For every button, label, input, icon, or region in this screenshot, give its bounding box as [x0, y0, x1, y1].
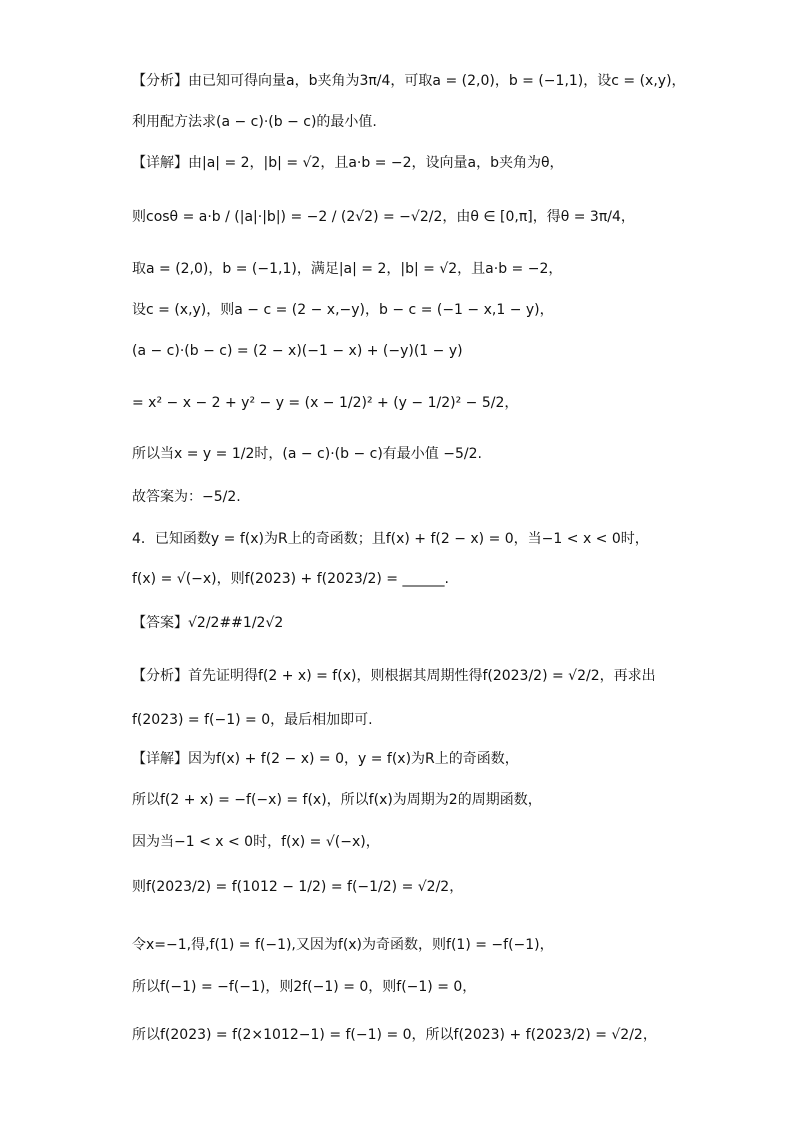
- analysis-line: 【分析】首先证明得f(2 + x) = f(x)，则根据其周期性得f(2023/2) = √2/2，再求出: [132, 668, 656, 684]
- answer-line: 【答案】√2/2##1/2√2: [132, 615, 284, 631]
- text-line: 【分析】由已知可得向量a，b夹角为3π/4，可取a = (2,0)，b = (−1,1)，设c = (x,y)，: [132, 73, 686, 89]
- text-line: = x² − x − 2 + y² − y = (x − 1/2)² + (y − 1/2)² − 5/2，: [132, 395, 519, 411]
- text-line: 【详解】由|a| = 2，|b| = √2，且a·b = −2，设向量a，b夹角为θ，: [132, 155, 564, 171]
- text-line: 所以f(2023) = f(2×1012−1) = f(−1) = 0，所以f(2023) + f(2023/2) = √2/2，: [132, 1027, 657, 1043]
- text-line: 则f(2023/2) = f(1012 − 1/2) = f(−1/2) = √2/2，: [132, 879, 464, 895]
- text-line: 故答案为：−5/2.: [132, 489, 241, 505]
- text-line: f(2023) = f(−1) = 0，最后相加即可.: [132, 712, 373, 728]
- text-line: f(x) = √(−x)，则f(2023) + f(2023/2) = ______.: [132, 571, 449, 587]
- question-4-line: 4．已知函数y = f(x)为R上的奇函数；且f(x) + f(2 − x) = 0，当−1 < x < 0时，: [132, 531, 649, 547]
- text-line: 利用配方法求(a − c)·(b − c)的最小值.: [132, 114, 377, 130]
- text-line: 取a = (2,0)，b = (−1,1)，满足|a| = 2，|b| = √2，且a·b = −2，: [132, 261, 563, 277]
- text-line: (a − c)·(b − c) = (2 − x)(−1 − x) + (−y)(1 − y): [132, 343, 463, 359]
- text-line: 令x=−1,得,f(1) = f(−1),又因为f(x)为奇函数，则f(1) = −f(−1)，: [132, 937, 554, 953]
- detail-line: 【详解】因为f(x) + f(2 − x) = 0，y = f(x)为R上的奇函数，: [132, 751, 519, 767]
- text-line: 所以f(−1) = −f(−1)，则2f(−1) = 0，则f(−1) = 0，: [132, 979, 477, 995]
- text-line: 所以f(2 + x) = −f(−x) = f(x)，所以f(x)为周期为2的周期函数，: [132, 792, 542, 808]
- text-line: 设c = (x,y)，则a − c = (2 − x,−y)，b − c = (−1 − x,1 − y)，: [132, 302, 554, 318]
- text-line: 所以当x = y = 1/2时，(a − c)·(b − c)有最小值 −5/2.: [132, 446, 482, 462]
- text-line: 则cosθ = a·b / (|a|·|b|) = −2 / (2√2) = −√2/2，由θ ∈ [0,π]，得θ = 3π/4，: [132, 209, 635, 225]
- text-line: 因为当−1 < x < 0时，f(x) = √(−x)，: [132, 834, 380, 850]
